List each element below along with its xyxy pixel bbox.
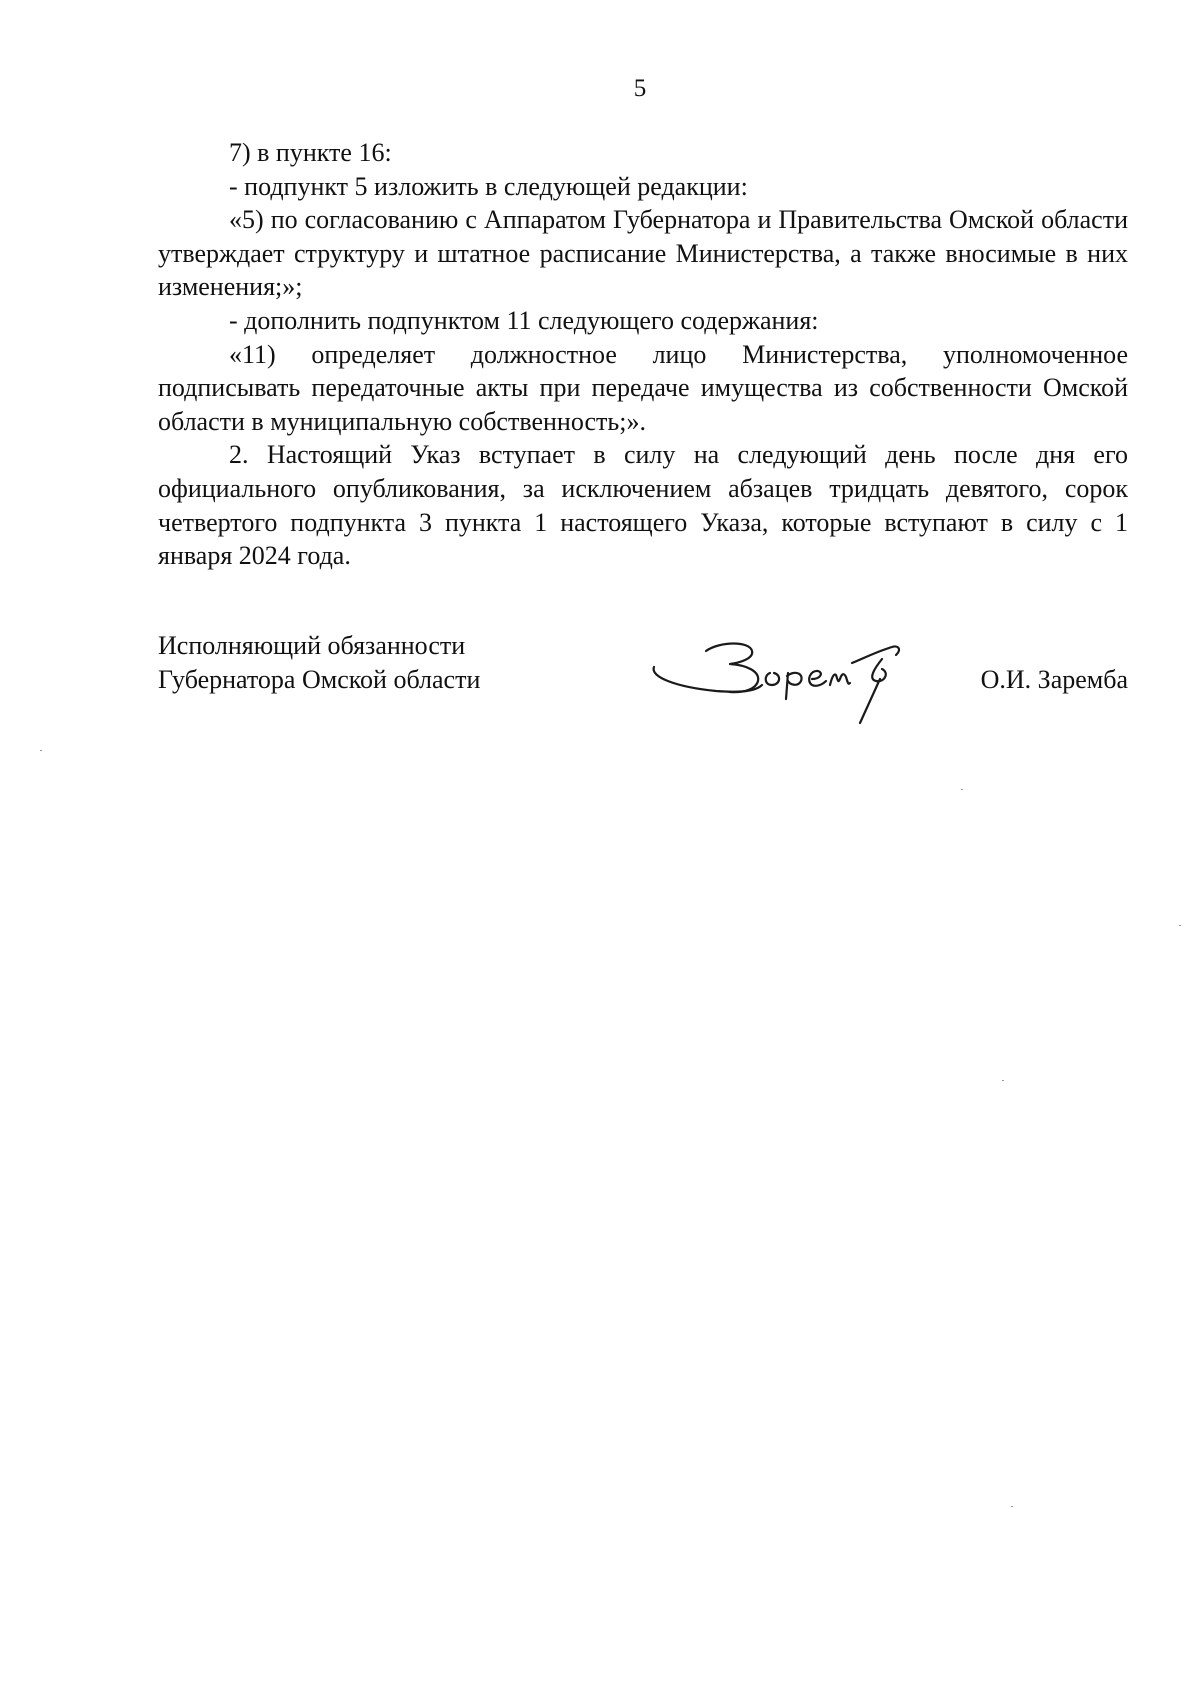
page-number: 5: [633, 75, 647, 102]
signer-position-line-2: Губернатора Омской области: [158, 664, 481, 694]
document-body: [158, 136, 1128, 573]
paragraph-item-7: 7) в пункте 16:: [229, 138, 392, 167]
paragraph-subitem-11-instruction: - дополнить подпунктом 11 следующего содержания:: [229, 305, 819, 335]
scan-speck: [961, 789, 963, 790]
paragraph-subitem-5-text: «5) по согласованию с Аппаратом Губернатора и Правительства Омской области утверждает структуру и штатное расписание Министерства, а также вносимые в них изменения;»;: [158, 205, 1128, 302]
scan-speck: [1011, 1506, 1013, 1507]
signature-block: [158, 629, 1128, 739]
scan-speck: [40, 750, 42, 751]
scan-speck: [1179, 925, 1181, 926]
signer-position-line-1: Исполняющий обязанности: [158, 631, 466, 660]
paragraph-effective-date: 2. Настоящий Указ вступает в силу на следующий день после дня его официального опубликования, за исключением абзацев тридцать девятого, сорок четвертого подпункта 3 пункта 1 настоящего Указа, которые вступают в силу с 1 января 2024 года.: [158, 440, 1128, 571]
handwritten-signature: [646, 629, 946, 739]
paragraph-subitem-11-text: «11) определяет должностное лицо Министерства, уполномоченное подписывать передаточные акты при передаче имущества из собственности Омской области в муниципальную собственность;».: [158, 339, 1128, 436]
scan-speck: [1002, 1080, 1004, 1081]
signer-name: О.И. Заремба: [980, 664, 1128, 694]
signer-position: [158, 629, 480, 696]
paragraph-subitem-5-instruction: - подпункт 5 изложить в следующей редакции:: [229, 171, 748, 201]
